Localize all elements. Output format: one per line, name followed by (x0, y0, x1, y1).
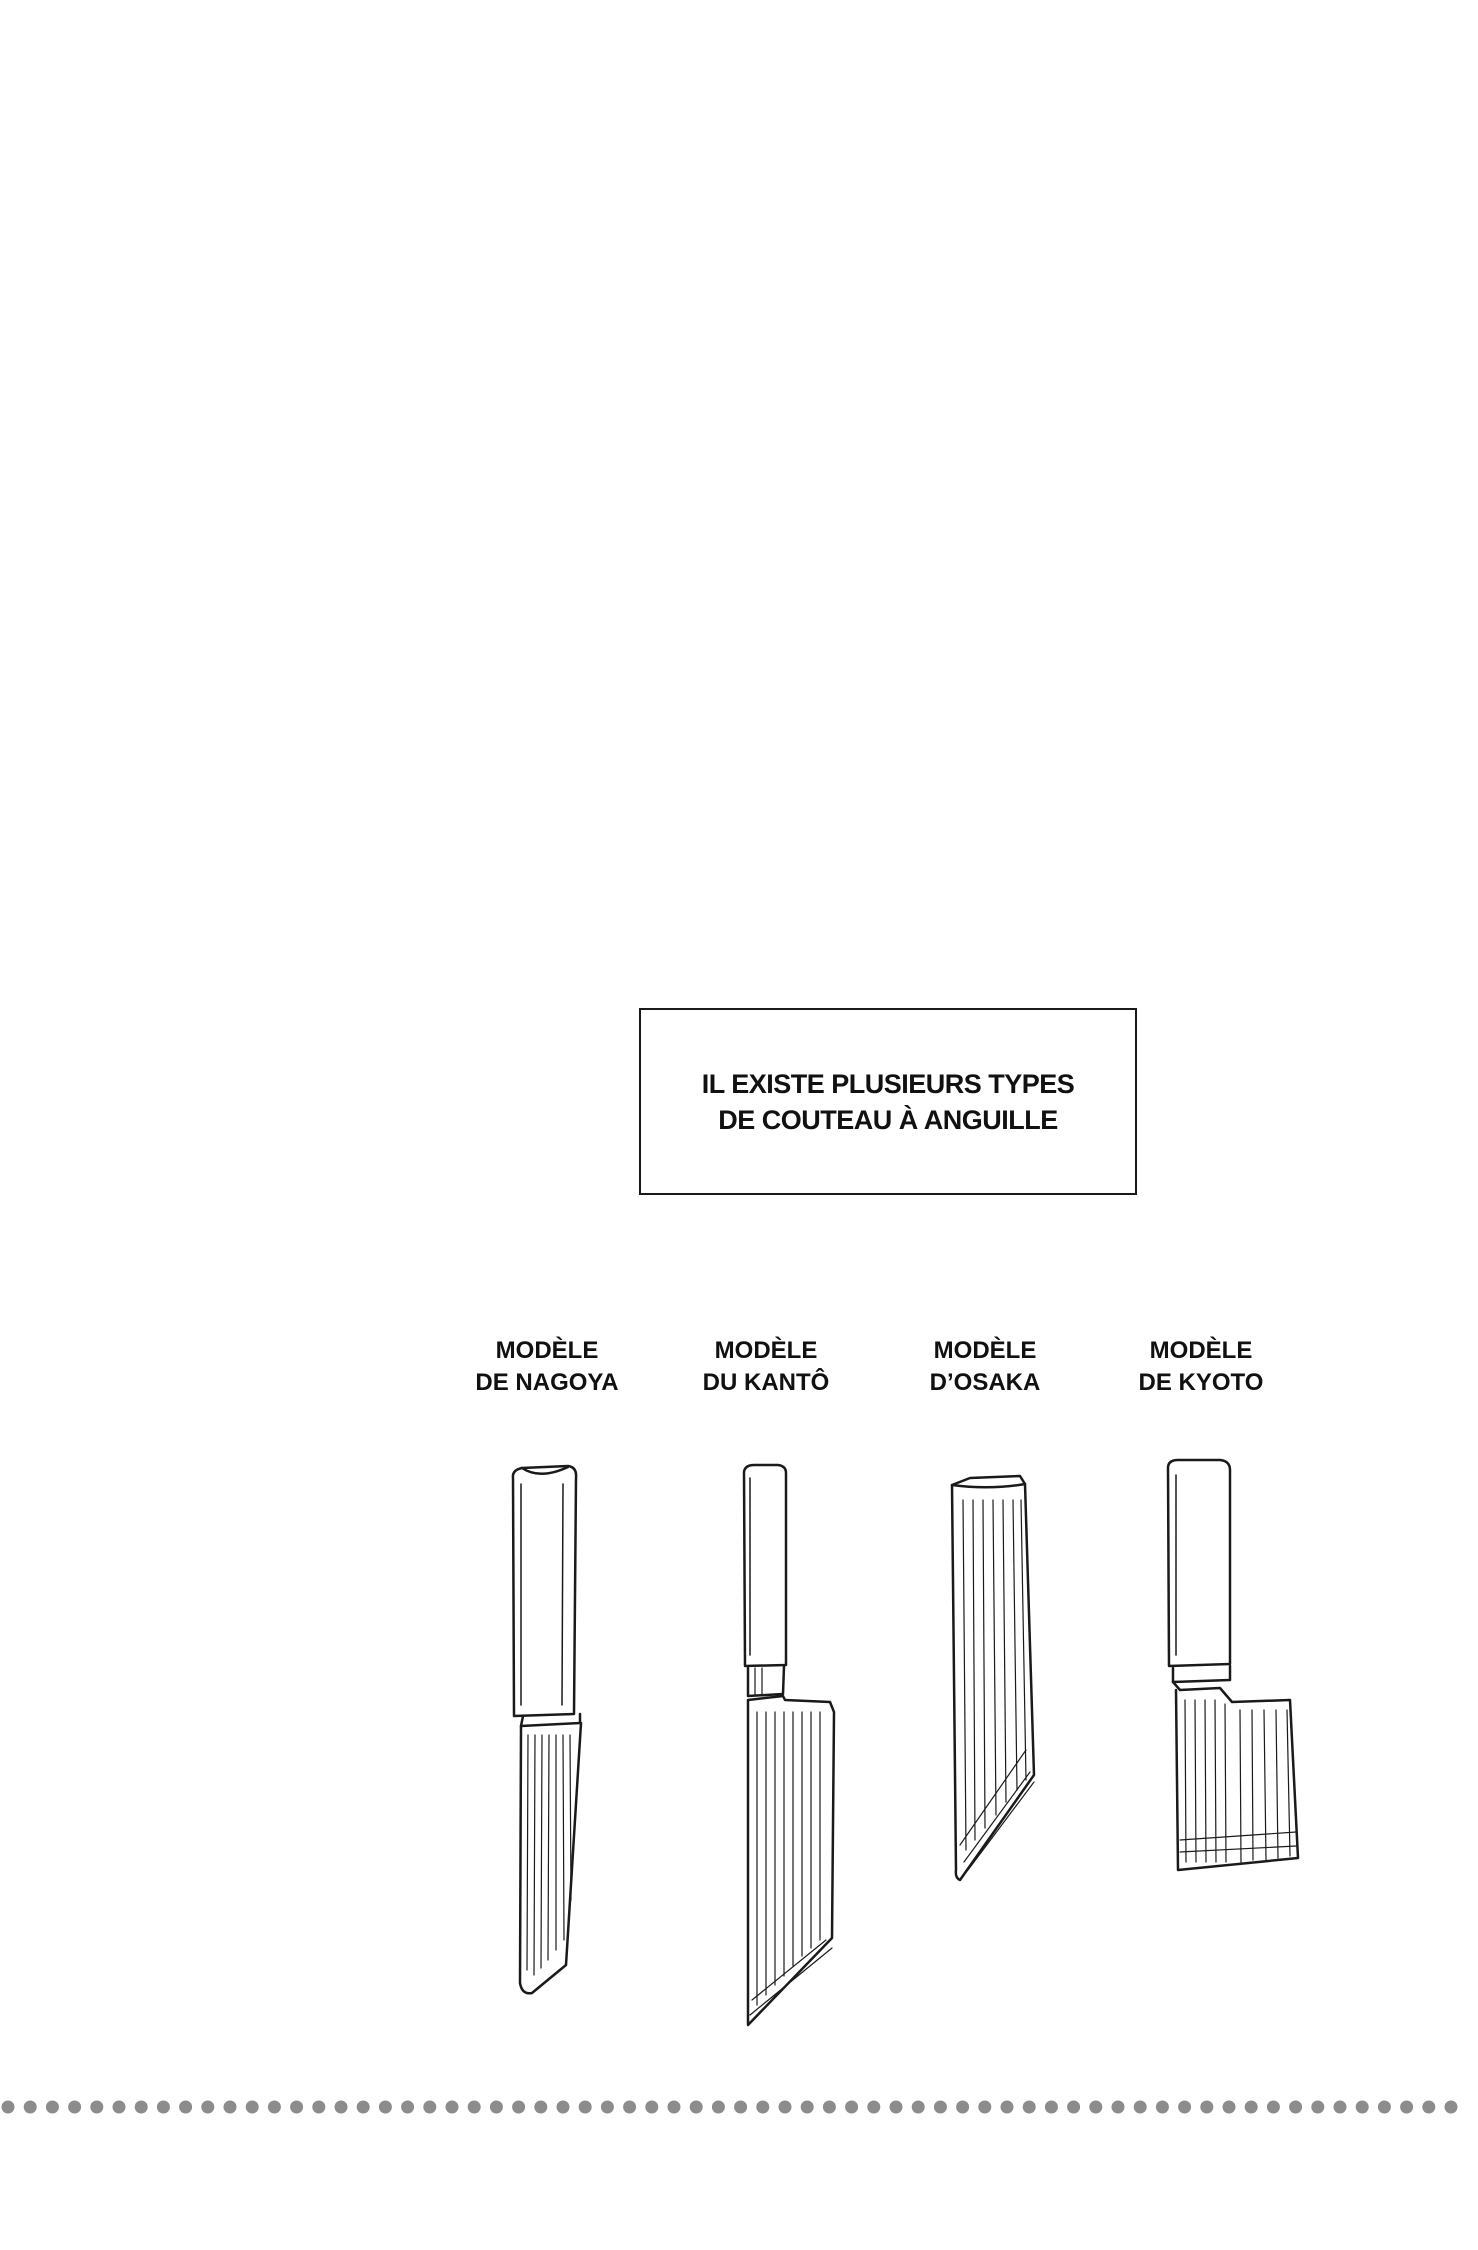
separator-dot (68, 2101, 81, 2114)
separator-dot (557, 2101, 570, 2114)
kanto-knife-drawing (744, 1465, 834, 2025)
separator-dot (934, 2101, 947, 2114)
dotted-separator (2, 2101, 1458, 2114)
separator-dot (379, 2101, 392, 2114)
separator-dot (601, 2101, 614, 2114)
separator-dot (490, 2101, 503, 2114)
separator-dot (1089, 2101, 1102, 2114)
separator-dot (890, 2101, 903, 2114)
separator-dot (224, 2101, 237, 2114)
separator-dot (801, 2101, 814, 2114)
separator-dot (46, 2101, 59, 2114)
separator-dot (1422, 2101, 1435, 2114)
separator-dot (1378, 2101, 1391, 2114)
separator-dot (756, 2101, 769, 2114)
label-osaka-line1: MODÈLE (933, 1337, 1037, 1364)
separator-dot (956, 2101, 969, 2114)
separator-dot (779, 2101, 792, 2114)
separator-dot (712, 2101, 725, 2114)
separator-dot (1267, 2101, 1280, 2114)
separator-dot (912, 2101, 925, 2114)
separator-dot (335, 2101, 348, 2114)
separator-dot (446, 2101, 459, 2114)
caption-line-2: DE COUTEAU À ANGUILLE (718, 1104, 1058, 1135)
label-kyoto-line2: DE KYOTO (1138, 1369, 1264, 1396)
separator-dot (90, 2101, 103, 2114)
separator-dot (401, 2101, 414, 2114)
separator-dot (357, 2101, 370, 2114)
separator-dot (623, 2101, 636, 2114)
separator-dot (2, 2101, 15, 2114)
label-kanto-line2: DU KANTÔ (702, 1369, 830, 1396)
separator-dot (645, 2101, 658, 2114)
kyoto-knife-drawing (1168, 1460, 1298, 1870)
separator-dot (1023, 2101, 1036, 2114)
separator-dot (1045, 2101, 1058, 2114)
separator-dot (1245, 2101, 1258, 2114)
separator-dot (1001, 2101, 1014, 2114)
separator-dot (179, 2101, 192, 2114)
separator-dot (668, 2101, 681, 2114)
separator-dot (246, 2101, 259, 2114)
separator-dot (157, 2101, 170, 2114)
separator-dot (1067, 2101, 1080, 2114)
separator-dot (1223, 2101, 1236, 2114)
nagoya-knife-drawing (513, 1466, 581, 1993)
separator-dot (423, 2101, 436, 2114)
separator-dot (867, 2101, 880, 2114)
caption-line-1: IL EXISTE PLUSIEURS TYPES (701, 1068, 1075, 1099)
separator-dot (512, 2101, 525, 2114)
label-kanto-line1: MODÈLE (714, 1337, 818, 1364)
separator-dot (823, 2101, 836, 2114)
separator-dot (1134, 2101, 1147, 2114)
separator-dot (290, 2101, 303, 2114)
osaka-knife-drawing (952, 1476, 1034, 1880)
separator-dot (1178, 2101, 1191, 2114)
separator-dot (312, 2101, 325, 2114)
separator-dot (579, 2101, 592, 2114)
label-kyoto-line1: MODÈLE (1149, 1337, 1253, 1364)
separator-dot (1356, 2101, 1369, 2114)
separator-dot (978, 2101, 991, 2114)
separator-dot (24, 2101, 37, 2114)
separator-dot (135, 2101, 148, 2114)
label-nagoya-line1: MODÈLE (495, 1337, 599, 1364)
label-nagoya-line2: DE NAGOYA (475, 1369, 619, 1396)
separator-dot (1112, 2101, 1125, 2114)
separator-dot (1311, 2101, 1324, 2114)
separator-dot (113, 2101, 126, 2114)
separator-dot (1445, 2101, 1458, 2114)
separator-dot (1334, 2101, 1347, 2114)
separator-dot (1289, 2101, 1302, 2114)
separator-dot (201, 2101, 214, 2114)
separator-dot (1400, 2101, 1413, 2114)
separator-dot (468, 2101, 481, 2114)
separator-dot (690, 2101, 703, 2114)
separator-dot (1200, 2101, 1213, 2114)
separator-dot (845, 2101, 858, 2114)
separator-dot (268, 2101, 281, 2114)
separator-dot (534, 2101, 547, 2114)
label-osaka-line2: D’OSAKA (929, 1369, 1041, 1396)
separator-dot (1156, 2101, 1169, 2114)
separator-dot (734, 2101, 747, 2114)
